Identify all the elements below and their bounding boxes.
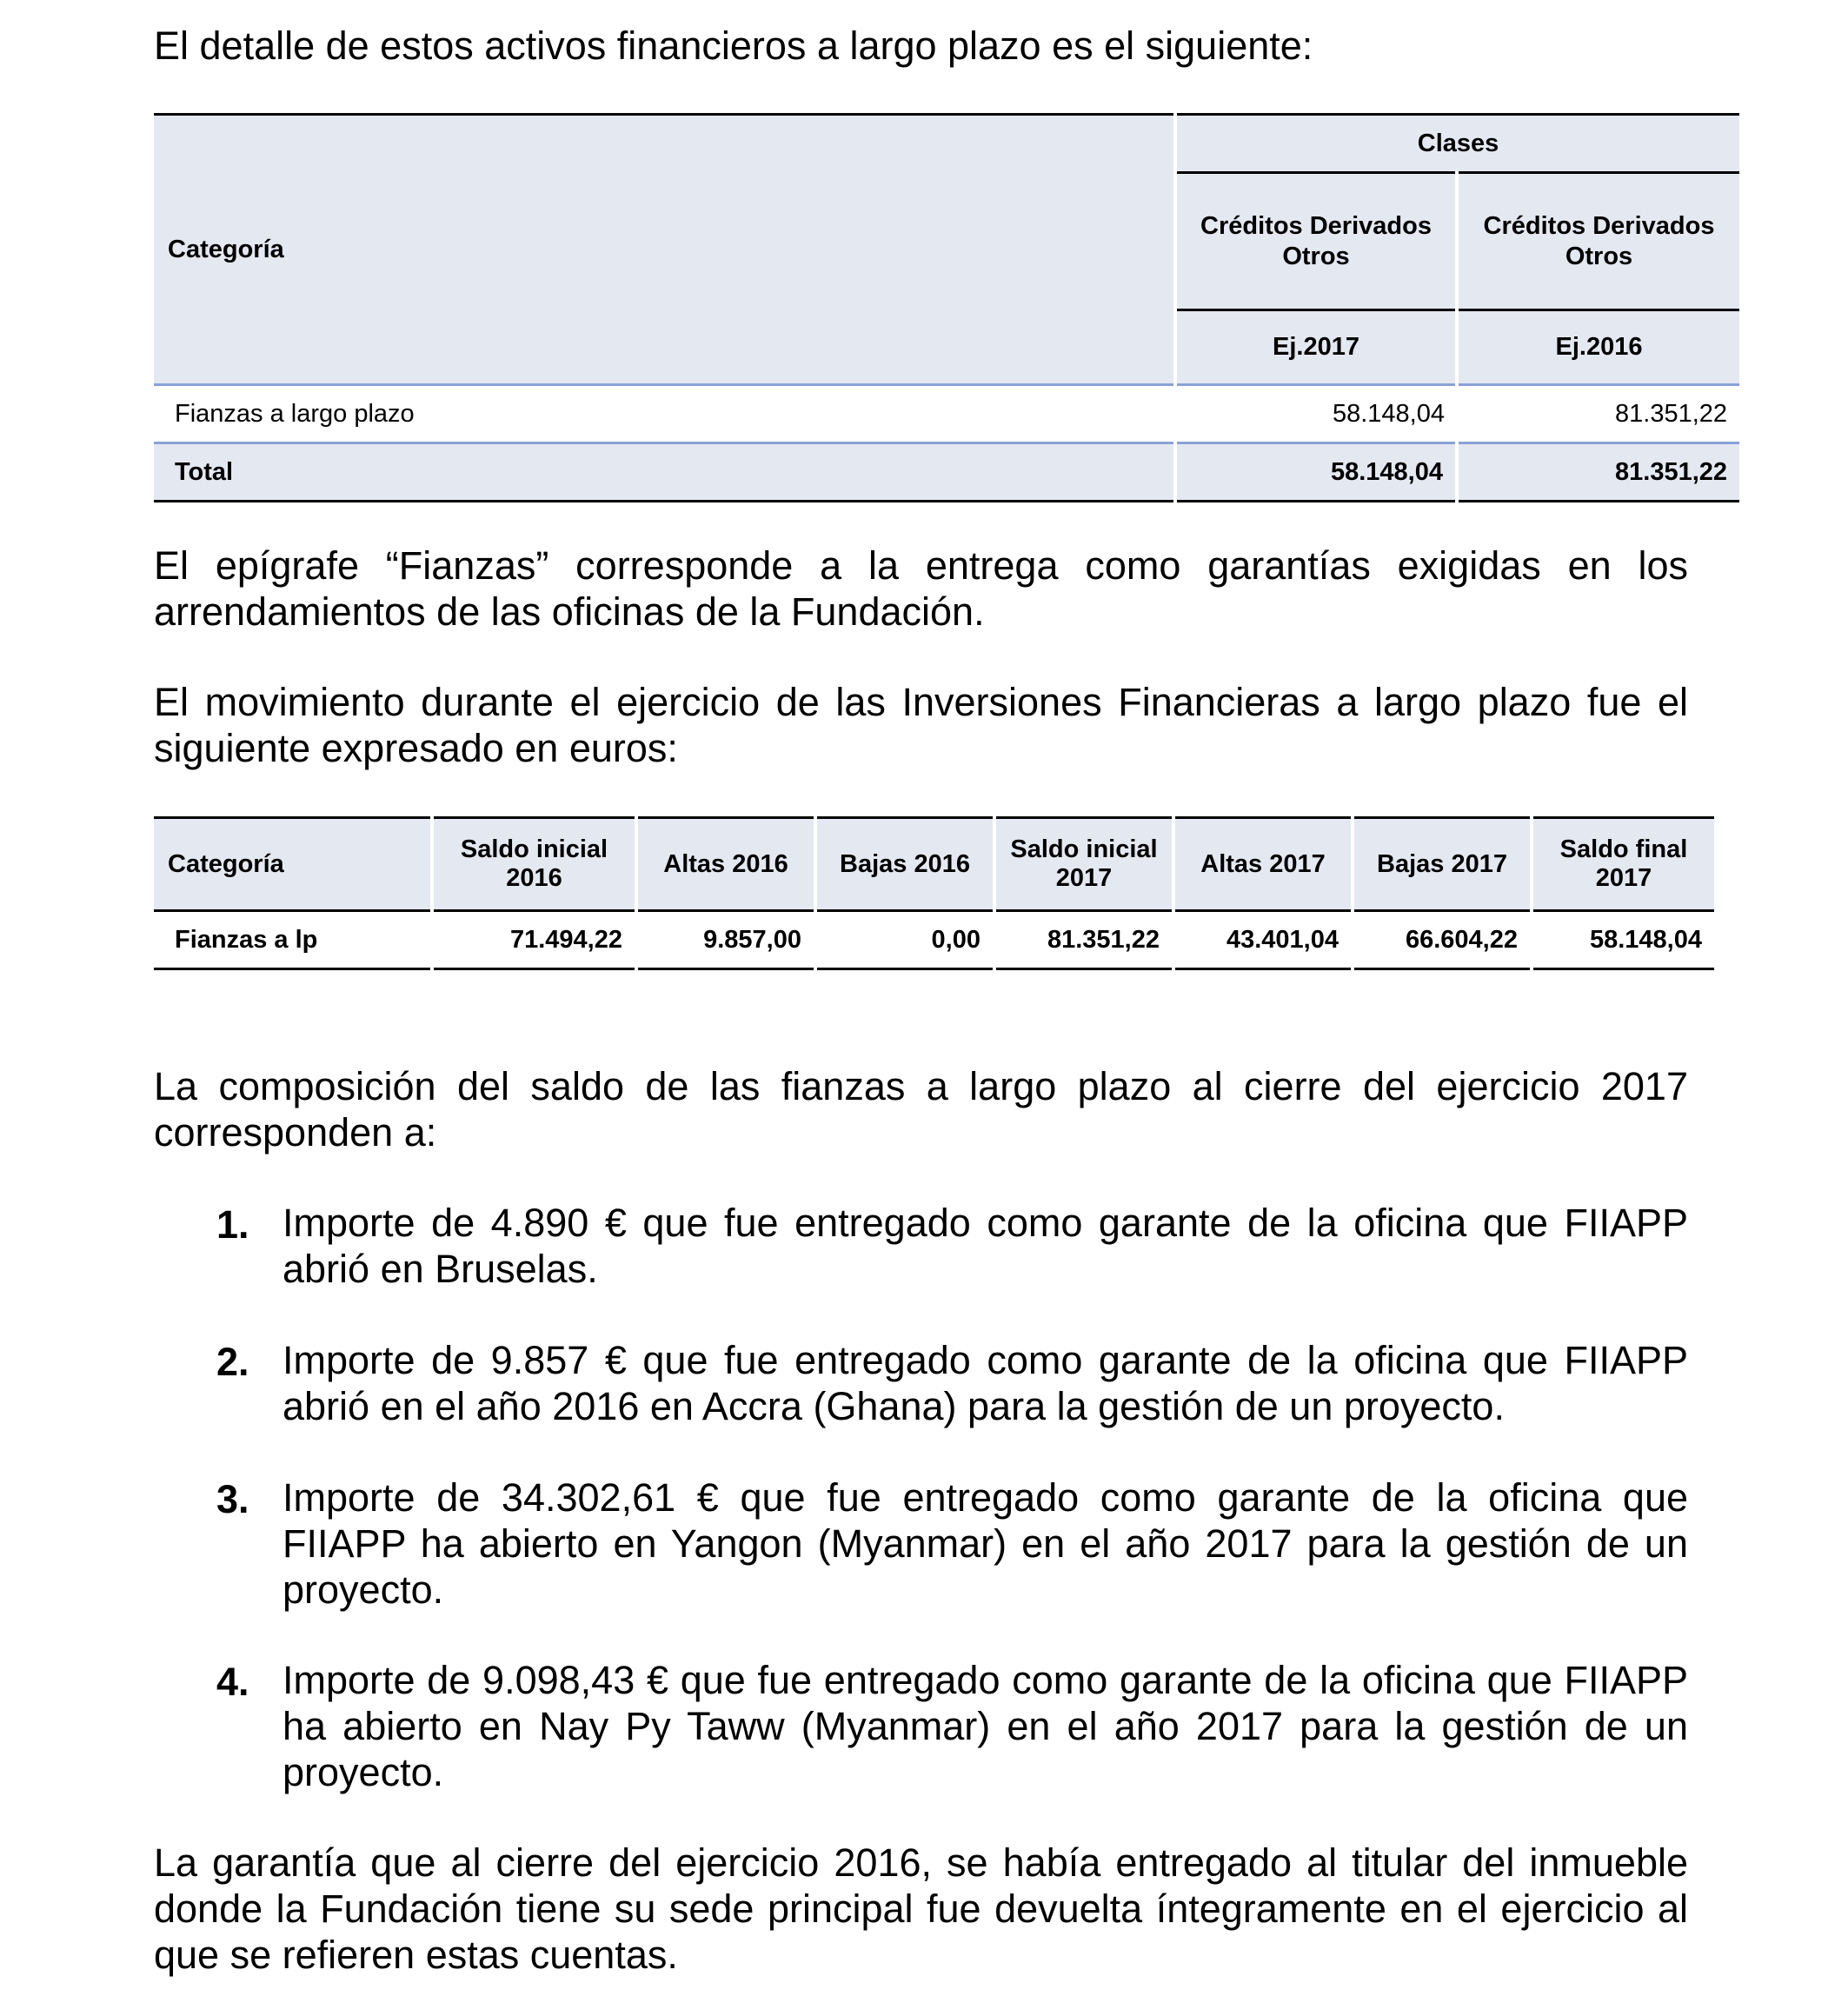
- table2-header-altas-2017: Altas 2017: [1173, 818, 1353, 911]
- table1-col2-header: Créditos Derivados Otros: [1457, 173, 1739, 310]
- table1-total-2017: 58.148,04: [1175, 443, 1457, 502]
- garantia-paragraph: La garantía que al cierre del ejercicio 2016, se había entregado al titular del inmueble donde la Fundación tiene su sede principal fue devuelta íntegramente en el ejercicio al que se refieren estas cuentas.: [154, 1840, 1688, 1977]
- table2-header-altas-2016: Altas 2016: [636, 818, 815, 911]
- table2-altas-2017: 43.401,04: [1173, 911, 1353, 969]
- composicion-paragraph: La composición del saldo de las fianzas a largo plazo al cierre del ejercicio 2017 corresponden a:: [154, 1064, 1688, 1155]
- movimiento-paragraph: El movimiento durante el ejercicio de las Inversiones Financieras a largo plazo fue el siguiente expresado en euros:: [154, 680, 1688, 770]
- table2-saldo-inicial-2016: 71.494,22: [432, 911, 636, 969]
- table2-altas-2016: 9.857,00: [636, 911, 815, 969]
- table1-total-label: Total: [154, 443, 1175, 502]
- fianzas-paragraph: El epígrafe “Fianzas” corresponde a la entrega como garantías exigidas en los arrendamientos de las oficinas de la Fundación.: [154, 543, 1688, 634]
- table-total-row: [154, 443, 1739, 502]
- movement-table: [154, 816, 1714, 970]
- list-item-text: Importe de 9.857 € que fue entregado como garante de la oficina que FIIAPP abrió en el año 2016 en Accra (Ghana) para la gestión de un proyecto.: [283, 1338, 1688, 1428]
- table-row: [154, 385, 1739, 443]
- table2-header-saldo-final-2017: Saldo final 2017: [1532, 818, 1714, 911]
- table2-saldo-inicial-2017: 81.351,22: [994, 911, 1173, 969]
- table1-row-value-2016: 81.351,22: [1457, 385, 1739, 443]
- list-item-number: 4.: [216, 1660, 249, 1704]
- list-item-number: 3.: [216, 1477, 249, 1521]
- table1-col2-year: Ej.2016: [1457, 310, 1739, 385]
- list-item-text: Importe de 4.890 € que fue entregado como garante de la oficina que FIIAPP abrió en Bruselas.: [283, 1201, 1688, 1291]
- table1-row-value-2017: 58.148,04: [1175, 385, 1457, 443]
- intro-paragraph: El detalle de estos activos financieros a largo plazo es el siguiente:: [154, 23, 1313, 68]
- table2-saldo-final-2017: 58.148,04: [1532, 911, 1714, 969]
- table1-row-label: Fianzas a largo plazo: [154, 385, 1175, 443]
- list-item-number: 2.: [216, 1340, 249, 1384]
- financial-assets-table: [154, 113, 1739, 502]
- list-item-text: Importe de 9.098,43 € que fue entregado como garante de la oficina que FIIAPP ha abierto en Nay Py Taww (Myanmar) en el año 2017 para la gestión de un proyecto.: [283, 1658, 1688, 1794]
- table1-total-2016: 81.351,22: [1457, 443, 1739, 502]
- table2-header-bajas-2016: Bajas 2016: [815, 818, 994, 911]
- table2-header-bajas-2017: Bajas 2017: [1353, 818, 1532, 911]
- table2-row-label: Fianzas a lp: [154, 911, 432, 969]
- table2-header-saldo-inicial-2016: Saldo inicial 2016: [432, 818, 636, 911]
- table2-header-saldo-inicial-2017: Saldo inicial 2017: [994, 818, 1173, 911]
- table2-header-categoria: Categoría: [154, 818, 432, 911]
- list-item-number: 1.: [216, 1202, 249, 1247]
- list-item-text: Importe de 34.302,61 € que fue entregado como garante de la oficina que FIIAPP ha abierto en Yangon (Myanmar) en el año 2017 para la gestión de un proyecto.: [283, 1475, 1688, 1612]
- table2-bajas-2017: 66.604,22: [1353, 911, 1532, 969]
- table1-col1-header: Créditos Derivados Otros: [1175, 173, 1457, 310]
- table1-col1-year: Ej.2017: [1175, 310, 1457, 385]
- table-row: [154, 911, 1714, 969]
- table2-bajas-2016: 0,00: [815, 911, 994, 969]
- table1-clases-header: Clases: [1175, 115, 1739, 173]
- table1-category-header: Categoría: [154, 115, 1175, 385]
